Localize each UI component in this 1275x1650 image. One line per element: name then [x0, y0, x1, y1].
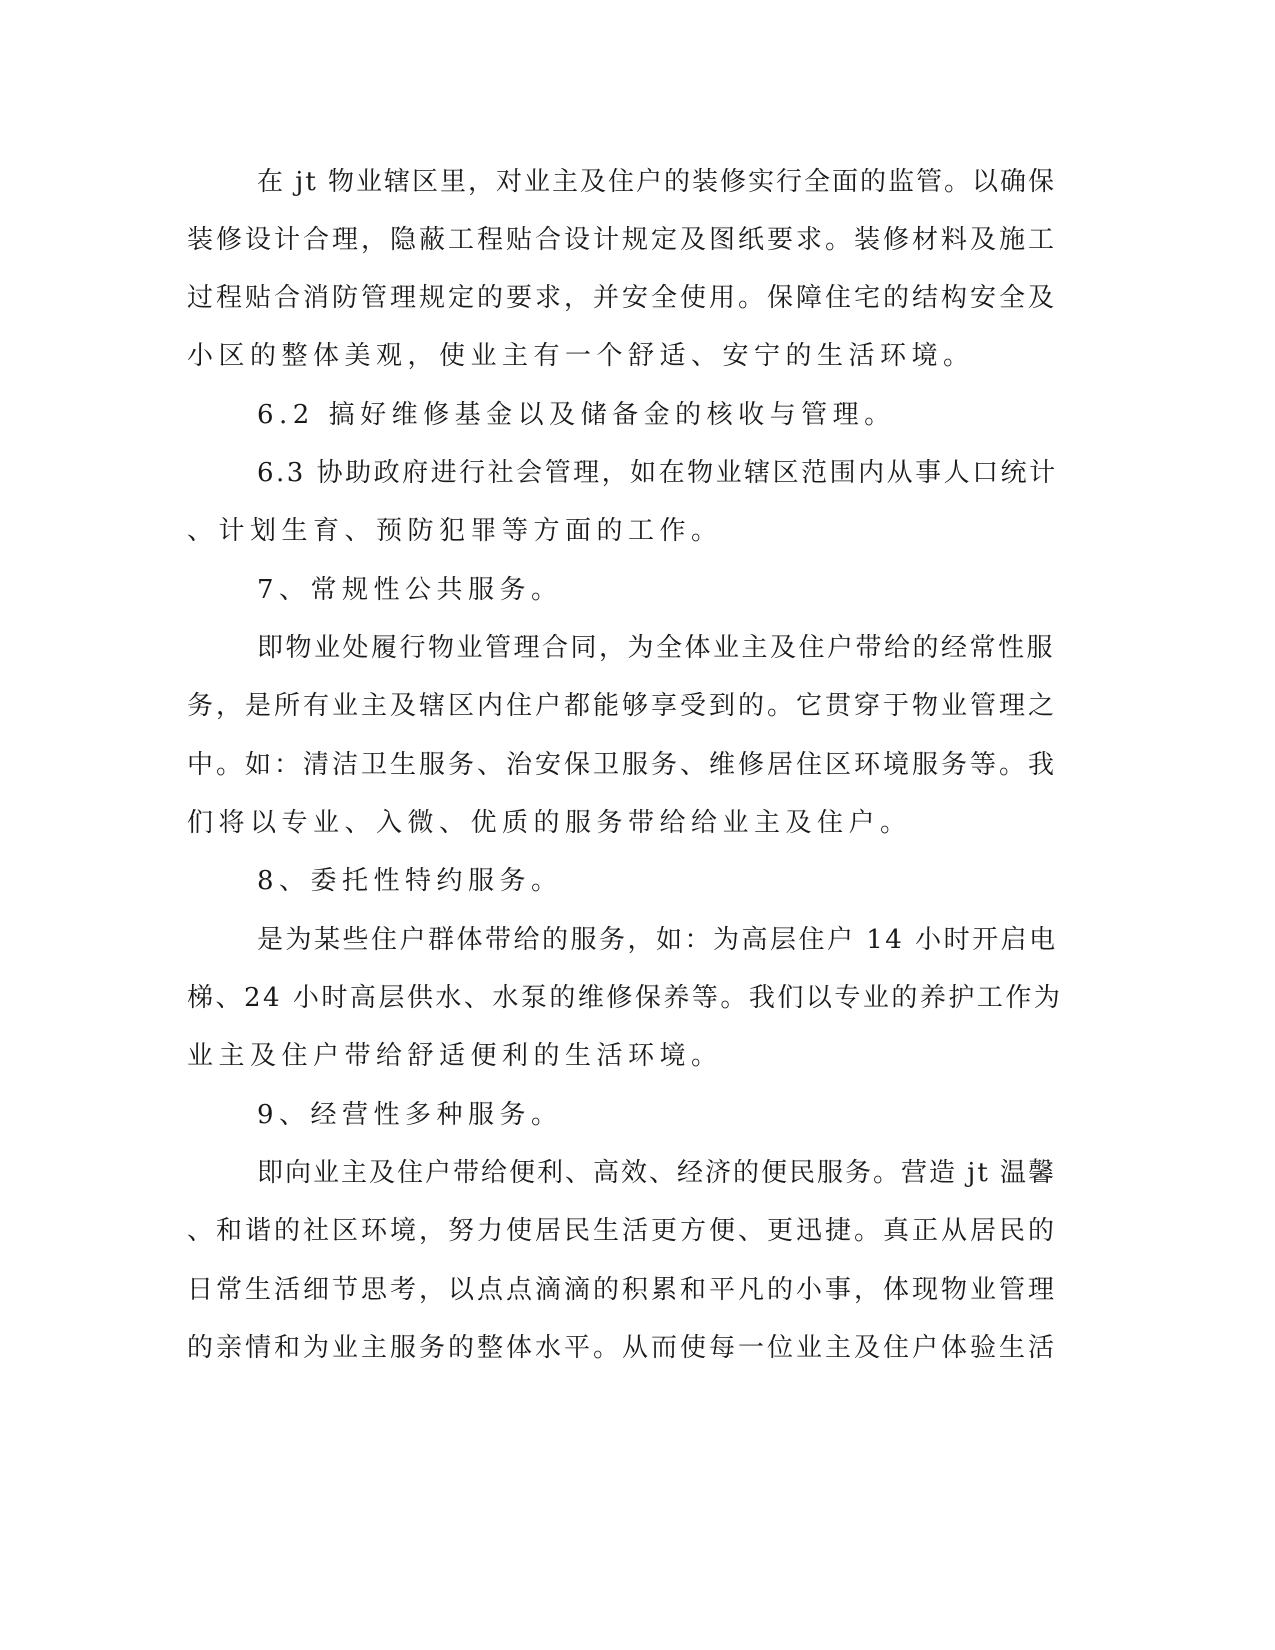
- paragraph-line: 是为某些住户群体带给的服务，如：为高层住户 14 小时开启电: [257, 925, 1058, 955]
- paragraph-line: 中。如：清洁卫生服务、治安保卫服务、维修居住区环境服务等。我: [187, 750, 1058, 780]
- paragraph-line: 、计划生育、预防犯罪等方面的工作。: [187, 516, 723, 546]
- paragraph-line: 务，是所有业主及辖区内住户都能够享受到的。它贯穿于物业管理之: [187, 691, 1058, 721]
- paragraph-line: 在 jt 物业辖区里，对业主及住户的装修实行全面的监管。以确保: [257, 167, 1057, 197]
- paragraph-line: 们将以专业、入微、优质的服务带给给业主及住户。: [187, 808, 912, 838]
- paragraph-line: 6.2 搞好维修基金以及储备金的核收与管理。: [257, 400, 896, 430]
- paragraph-line: 6.3 协助政府进行社会管理，如在物业辖区范围内从事人口统计: [257, 458, 1058, 488]
- section-heading: 8、委托性特约服务。: [257, 866, 563, 896]
- paragraph-line: 日常生活细节思考，以点点滴滴的积累和平凡的小事，体现物业管理: [187, 1275, 1058, 1305]
- paragraph-line: 即物业处履行物业管理合同，为全体业主及住户带给的经常性服: [257, 633, 1056, 663]
- paragraph-line: 的亲情和为业主服务的整体水平。从而使每一位业主及住户体验生活: [187, 1333, 1058, 1363]
- paragraph-line: 小区的整体美观，使业主有一个舒适、安宁的生活环境。: [187, 341, 975, 371]
- paragraph-line: 、和谐的社区环境，努力使居民生活更方便、更迅捷。真正从居民的: [187, 1216, 1058, 1246]
- paragraph-line: 装修设计合理，隐蔽工程贴合设计规定及图纸要求。装修材料及施工: [187, 225, 1058, 255]
- section-heading: 9、经营性多种服务。: [257, 1100, 563, 1130]
- paragraph-line: 业主及住户带给舒适便利的生活环境。: [187, 1041, 723, 1071]
- paragraph-line: 即向业主及住户带给便利、高效、经济的便民服务。营造 jt 温馨: [257, 1158, 1057, 1188]
- paragraph-line: 过程贴合消防管理规定的要求，并安全使用。保障住宅的结构安全及: [187, 283, 1058, 313]
- section-heading: 7、常规性公共服务。: [257, 575, 563, 605]
- paragraph-line: 梯、24 小时高层供水、水泵的维修保养等。我们以专业的养护工作为: [187, 983, 1063, 1013]
